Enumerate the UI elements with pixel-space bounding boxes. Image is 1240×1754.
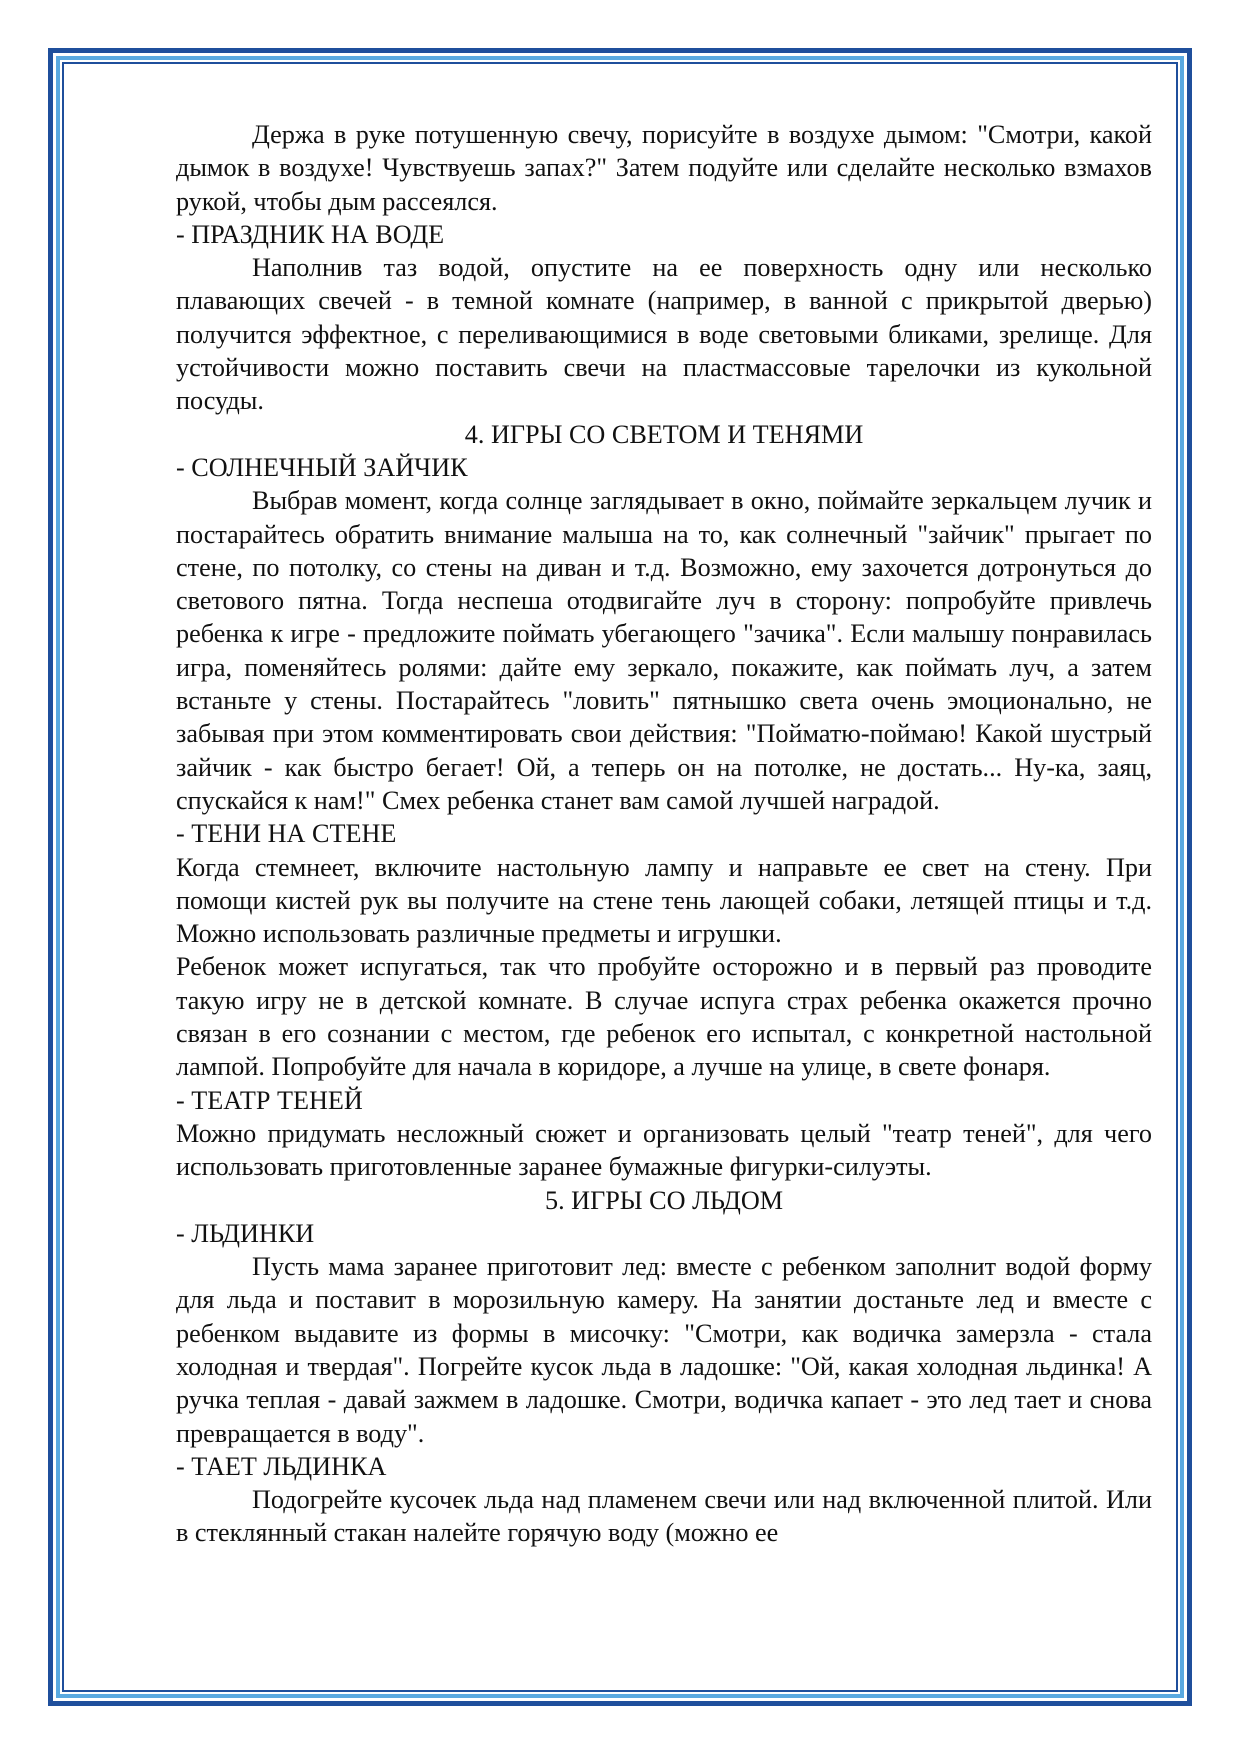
subheading: - ТАЕТ ЛЬДИНКА [176,1451,387,1481]
document-body [176,118,1152,1550]
subheading: - ПРАЗДНИК НА ВОДЕ [176,219,445,249]
subheading: - СОЛНЕЧНЫЙ ЗАЙЧИК [176,452,468,482]
subheading: - ЛЬДИНКИ [176,1218,315,1248]
paragraph: Наполнив таз водой, опустите на ее поверхность одну или несколько плавающих свечей - в темной комнате (например, в ванной с прикрытой дверью) получится эффектное, с переливающимися в воде световыми бликами, зрелище. Для устойчивости можно поставить свечи на пластмассовые тарелочки из кукольной посуды. [176,253,1152,416]
subheading: - ТЕНИ НА СТЕНЕ [176,819,397,849]
paragraph: Можно придумать несложный сюжет и организовать целый "театр теней", для чего использовать приготовленные заранее бумажные фигурки-силуэты. [176,1118,1152,1182]
paragraph: Ребенок может испугаться, так что пробуйте осторожно и в первый раз проводите такую игру не в детской комнате. В случае испуга страх ребенка окажется прочно связан в его сознании с местом, где ребенок его испытал, с конкретной настольной лампой. Попробуйте для начала в коридоре, а лучше на улице, в свете фонаря. [176,952,1152,1082]
section-heading: 4. ИГРЫ СО СВЕТОМ И ТЕНЯМИ [464,419,864,449]
paragraph: Когда стемнеет, включите настольную лампу и направьте ее свет на стену. При помощи кистей рук вы получите на стене тень лающей собаки, летящей птицы и т.д. Можно использовать различные предметы и игрушки. [176,852,1152,949]
paragraph: Пусть мама заранее приготовит лед: вместе с ребенком заполнит водой форму для льда и поставит в морозильную камеру. На занятии достаньте лед и вместе с ребенком выдавите из формы в мисочку: "Смотри, как водичка замерзла - стала холодная и твердая". Погрейте кусок льда в ладошке: "Ой, какая холодная льдинка! А ручка теплая - давай зажмем в ладошке. Смотри, водичка капает - это лед тает и снова превращается в воду". [176,1252,1152,1448]
section-heading: 5. ИГРЫ СО ЛЬДОМ [544,1185,784,1215]
paragraph: Подогрейте кусочек льда над пламенем свечи или над включенной плитой. Или в стеклянный стакан налейте горячую воду (можно ее [176,1485,1152,1548]
paragraph: Держа в руке потушенную свечу, порисуйте в воздухе дымом: "Смотри, какой дымок в воздухе! Чувствуешь запах?" Затем подуйте или сделайте несколько взмахов рукой, чтобы дым рассеялся. [176,120,1152,216]
paragraph: Выбрав момент, когда солнце заглядывает в окно, поймайте зеркальцем лучик и постарайтесь обратить внимание малыша на то, как солнечный "зайчик" прыгает по стене, по потолку, со стены на диван и т.д. Возможно, ему захочется дотронуться до светового пятна. Тогда неспеша отодвигайте луч в сторону: попробуйте привлечь ребенка к игре - предложите поймать убегающего "зачика". Если малышу понравилась игра, поменяйтесь ролями: дайте ему зеркало, покажите, как поймать луч, а затем встаньте у стены. Постарайтесь "ловить" пятнышко света очень эмоционально, не забывая при этом комментировать свои действия: "Пойматю-поймаю! Какой шустрый зайчик - как быстро бегает! Ой, а теперь он на потолке, не достать... Ну-ка, заяц, спускайся к нам!" Смех ребенка станет вам самой лучшей наградой. [176,486,1152,815]
subheading: - ТЕАТР ТЕНЕЙ [176,1085,363,1115]
